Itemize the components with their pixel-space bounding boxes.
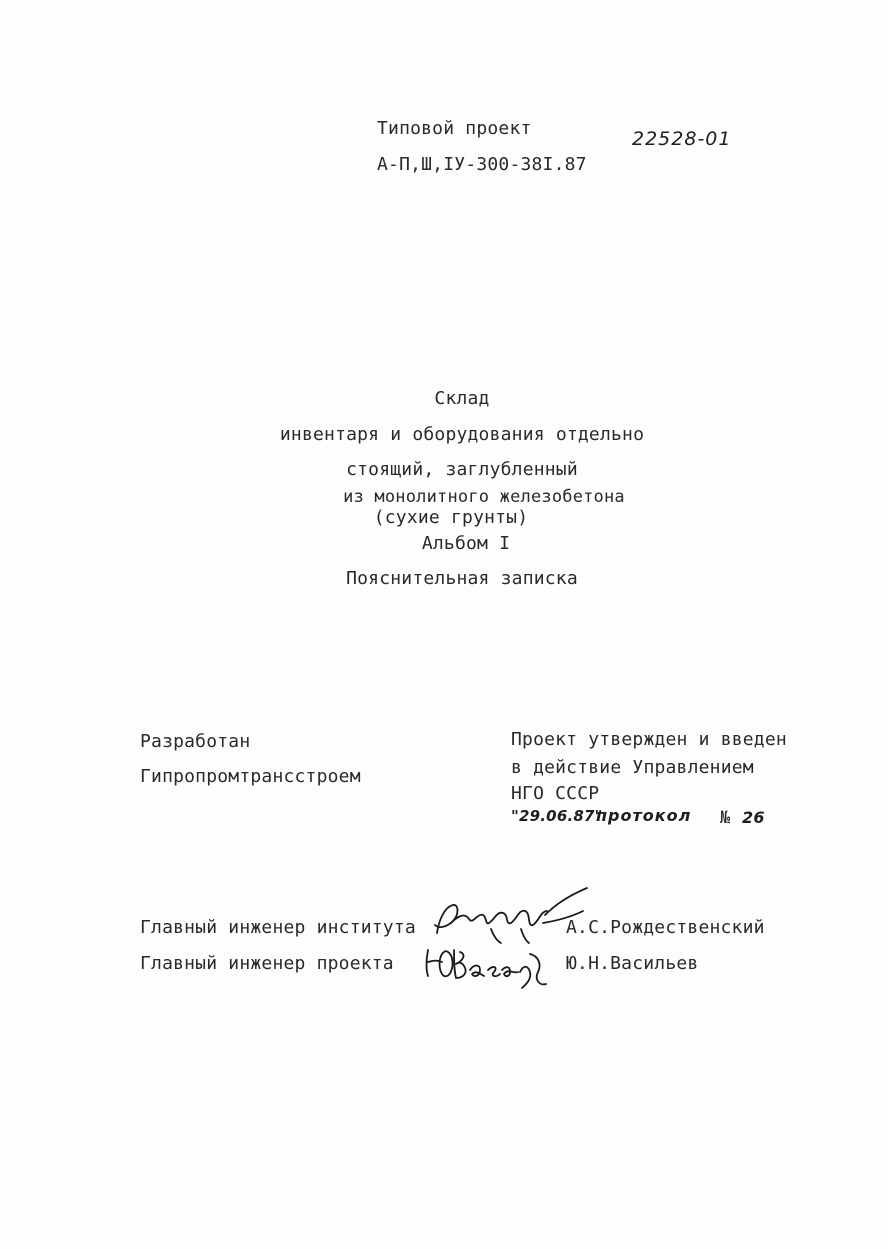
album-label: Альбом I	[421, 533, 511, 554]
handwritten-signature-1	[425, 885, 595, 945]
document-type: Пояснительная записка	[346, 568, 578, 589]
title-line-2: инвентаря и оборудования отдельно	[279, 424, 645, 445]
approval-date: "29.06.87"	[511, 807, 603, 825]
project-code: А-П,Ш,IУ-300-38I.87	[377, 154, 587, 175]
approval-line-1: Проект утвержден и введен	[511, 729, 787, 750]
approval-number-sign: №	[720, 808, 731, 828]
signature-name-2: Ю.Н.Васильев	[566, 953, 699, 974]
approval-number: 26	[742, 808, 765, 827]
registration-number: 22528-01	[632, 128, 732, 150]
handwritten-signature-2	[420, 940, 560, 990]
title-line-3: стоящий, заглубленный	[346, 459, 578, 480]
title-line-4: из монолитного железобетона	[343, 487, 625, 507]
signature-position-1: Главный инженер института	[140, 917, 416, 938]
signature-name-1: А.С.Рождественский	[566, 917, 765, 938]
approval-line-2: в действие Управлением	[511, 757, 754, 778]
approval-protocol-word: протокол	[596, 806, 692, 825]
title-line-1: Склад	[434, 388, 490, 409]
developed-label: Разработан	[140, 731, 251, 752]
approval-line-3: НГО СССР	[511, 783, 600, 804]
signature-position-2: Главный инженер проекта	[140, 953, 394, 974]
title-line-5: (сухие грунты)	[373, 507, 529, 528]
project-type: Типовой проект	[377, 118, 532, 139]
developed-organization: Гипропромтрансстроем	[140, 766, 361, 787]
